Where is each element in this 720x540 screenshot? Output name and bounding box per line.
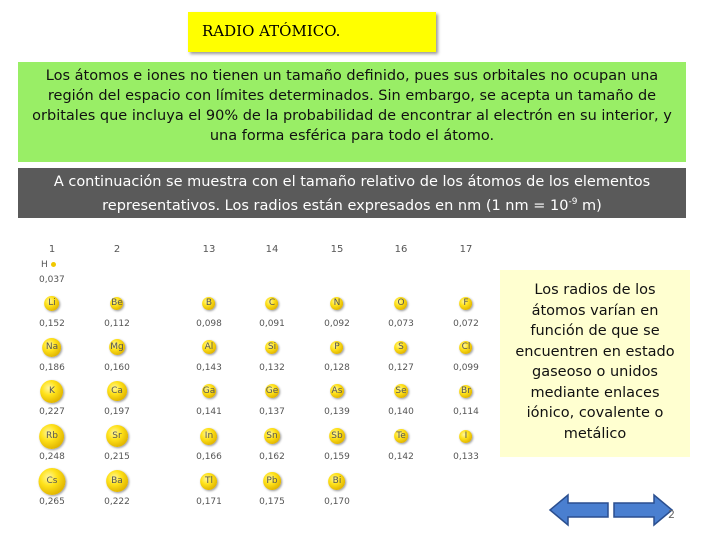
element-ball xyxy=(42,338,61,357)
group-label-15: 15 xyxy=(330,244,344,255)
element-Sn xyxy=(259,428,285,462)
element-P xyxy=(324,341,350,374)
element-symbol: Ba xyxy=(111,476,123,486)
element-Ge xyxy=(259,384,285,417)
element-symbol: Se xyxy=(395,386,407,396)
page-number: 2 xyxy=(668,508,675,521)
element-symbol: H xyxy=(41,260,48,270)
element-symbol: Rb xyxy=(46,431,58,441)
element-radius: 0,037 xyxy=(39,275,65,285)
element-Mg xyxy=(104,339,130,373)
element-symbol: I xyxy=(464,431,468,441)
element-ball xyxy=(264,428,280,444)
radius-note: Los radios de los átomos varían en función de que se encuentren en estado gaseoso o unidos mediante enlaces iónico, covalente o metálico xyxy=(500,270,690,457)
next-slide-button[interactable] xyxy=(612,493,674,527)
atomic-radius-table xyxy=(0,236,500,540)
element-radius: 0,133 xyxy=(453,452,479,462)
element-ball xyxy=(330,297,343,310)
subtitle-line2-end: m) xyxy=(577,197,602,214)
subtitle-line1: A continuación se muestra con el tamaño relativo de los átomos de los elementos xyxy=(53,174,651,190)
element-ball xyxy=(394,384,408,398)
element-radius: 0,152 xyxy=(39,319,65,329)
element-Be xyxy=(104,297,130,330)
element-ball xyxy=(459,430,472,443)
element-symbol: N xyxy=(333,298,341,308)
element-symbol: Sn xyxy=(266,431,278,441)
element-ball xyxy=(106,470,128,492)
element-B xyxy=(196,297,222,330)
element-S xyxy=(388,341,414,374)
element-Na xyxy=(39,338,65,374)
element-radius: 0,197 xyxy=(104,407,130,417)
element-symbol: Li xyxy=(48,298,56,308)
element-symbol: K xyxy=(49,386,55,396)
element-symbol: Na xyxy=(45,342,59,352)
element-radius: 0,142 xyxy=(388,452,414,462)
element-Al xyxy=(196,340,222,373)
element-Se xyxy=(388,384,414,417)
element-ball xyxy=(107,381,127,401)
element-symbol: Sr xyxy=(112,431,122,441)
element-C xyxy=(259,297,285,330)
element-Te xyxy=(388,429,414,462)
group-label-13: 13 xyxy=(202,244,216,255)
slide-title: RADIO ATÓMICO. xyxy=(188,12,436,52)
element-symbol: O xyxy=(397,298,405,308)
element-symbol: Sb xyxy=(331,431,343,441)
element-radius: 0,166 xyxy=(196,452,222,462)
element-symbol: S xyxy=(398,342,404,352)
element-symbol: B xyxy=(205,298,213,308)
subtitle-line2: representativos. Los radios están expresados en nm (1 nm = 10 xyxy=(102,197,569,214)
element-ball xyxy=(106,425,128,447)
intro-text: Los átomos e iones no tienen un tamaño definido, pues sus orbitales no ocupan una región del espacio con límites determinados. Sin embargo, se acepta un tamaño de orbitales que incluya el 90% de la probabilidad de encontrar al electrón en su interior, y una forma esférica para todo el átomo. xyxy=(18,62,686,162)
element-ball xyxy=(202,340,216,354)
element-symbol: Al xyxy=(204,342,214,352)
element-ball xyxy=(202,297,215,310)
element-radius: 0,072 xyxy=(453,319,479,329)
element-Pb xyxy=(259,472,285,507)
element-radius: 0,143 xyxy=(196,363,222,373)
element-radius: 0,139 xyxy=(324,407,350,417)
element-radius: 0,175 xyxy=(259,497,285,507)
group-label-2: 2 xyxy=(113,244,121,255)
element-radius: 0,248 xyxy=(39,452,65,462)
element-ball xyxy=(40,380,63,403)
element-symbol: Pb xyxy=(266,476,278,486)
element-Br xyxy=(453,385,479,418)
element-ball xyxy=(459,341,472,354)
element-H xyxy=(41,260,56,270)
element-radius: 0,128 xyxy=(324,363,350,373)
element-Sb xyxy=(324,428,350,462)
arrow-left-icon xyxy=(550,495,608,525)
element-ball xyxy=(39,468,66,495)
element-ball xyxy=(330,341,343,354)
element-radius: 0,112 xyxy=(104,319,130,329)
element-symbol: Ge xyxy=(265,386,279,396)
group-label-1: 1 xyxy=(48,244,56,255)
element-ball xyxy=(110,297,123,310)
element-K xyxy=(39,380,65,418)
element-O xyxy=(388,297,414,330)
subtitle-banner xyxy=(18,168,686,218)
element-radius: 0,162 xyxy=(259,452,285,462)
element-ball xyxy=(394,341,407,354)
element-radius: 0,186 xyxy=(39,363,65,373)
element-Cl xyxy=(453,341,479,374)
element-Bi xyxy=(324,473,350,508)
element-Tl xyxy=(196,473,222,508)
element-ball xyxy=(265,297,278,310)
element-F xyxy=(453,297,479,330)
element-In xyxy=(196,428,222,463)
element-Ga xyxy=(196,384,222,417)
element-radius: 0,159 xyxy=(324,452,350,462)
element-radius: 0,114 xyxy=(453,407,479,417)
element-As xyxy=(324,384,350,417)
element-ball xyxy=(200,428,217,445)
element-radius: 0,141 xyxy=(196,407,222,417)
element-symbol: Ca xyxy=(111,386,123,396)
element-symbol: Te xyxy=(396,431,406,441)
element-symbol: As xyxy=(331,386,343,396)
subtitle-exponent: -9 xyxy=(568,197,578,207)
element-radius: 0,215 xyxy=(104,452,130,462)
element-ball xyxy=(394,297,407,310)
element-Rb xyxy=(39,424,65,463)
element-radius: 0,132 xyxy=(259,363,285,373)
element-Si xyxy=(259,341,285,374)
element-radius: 0,265 xyxy=(39,497,65,507)
element-ball xyxy=(51,262,56,267)
element-radius: 0,170 xyxy=(324,497,350,507)
element-radius: 0,140 xyxy=(388,407,414,417)
element-radius: 0,227 xyxy=(39,407,65,417)
element-Cs xyxy=(39,468,66,508)
element-symbol: Br xyxy=(461,386,471,396)
element-symbol: Cl xyxy=(461,342,471,352)
element-ball xyxy=(394,429,408,443)
element-ball xyxy=(39,424,64,449)
element-Ba xyxy=(104,470,130,507)
element-radius: 0,222 xyxy=(104,497,130,507)
group-label-16: 16 xyxy=(394,244,408,255)
element-Sr xyxy=(104,425,130,462)
element-symbol: P xyxy=(334,342,340,352)
element-ball xyxy=(329,428,345,444)
element-radius: 0,160 xyxy=(104,363,130,373)
element-ball xyxy=(263,472,281,490)
element-ball xyxy=(459,385,472,398)
element-radius: 0,099 xyxy=(453,363,479,373)
group-label-17: 17 xyxy=(459,244,473,255)
element-ball xyxy=(265,384,279,398)
element-radius: 0,171 xyxy=(196,497,222,507)
element-radius: 0,073 xyxy=(388,319,414,329)
element-ball xyxy=(265,341,278,354)
element-symbol: Bi xyxy=(332,476,342,486)
element-ball xyxy=(44,296,59,311)
group-label-14: 14 xyxy=(265,244,279,255)
element-ball xyxy=(200,473,217,490)
element-symbol: Si xyxy=(267,342,277,352)
element-ball xyxy=(202,384,216,398)
element-symbol: C xyxy=(268,298,276,308)
prev-slide-button[interactable] xyxy=(548,493,610,527)
element-symbol: F xyxy=(463,298,469,308)
element-radius: 0,091 xyxy=(259,319,285,329)
element-I xyxy=(453,430,479,463)
element-symbol: Tl xyxy=(204,476,213,486)
element-Ca xyxy=(104,381,130,417)
element-radius: 0,092 xyxy=(324,319,350,329)
element-radius: 0,127 xyxy=(388,363,414,373)
element-radius: 0,098 xyxy=(196,319,222,329)
element-radius: 0,137 xyxy=(259,407,285,417)
element-symbol: Cs xyxy=(46,476,58,486)
element-symbol: In xyxy=(204,431,214,441)
element-symbol: Be xyxy=(111,298,123,308)
arrow-right-icon xyxy=(614,495,672,525)
element-ball xyxy=(109,339,125,355)
element-ball xyxy=(330,384,344,398)
element-ball xyxy=(459,297,472,310)
element-symbol: Ga xyxy=(202,386,216,396)
element-N xyxy=(324,297,350,330)
element-Li xyxy=(39,296,65,330)
element-ball xyxy=(328,473,345,490)
element-symbol: Mg xyxy=(110,342,124,352)
